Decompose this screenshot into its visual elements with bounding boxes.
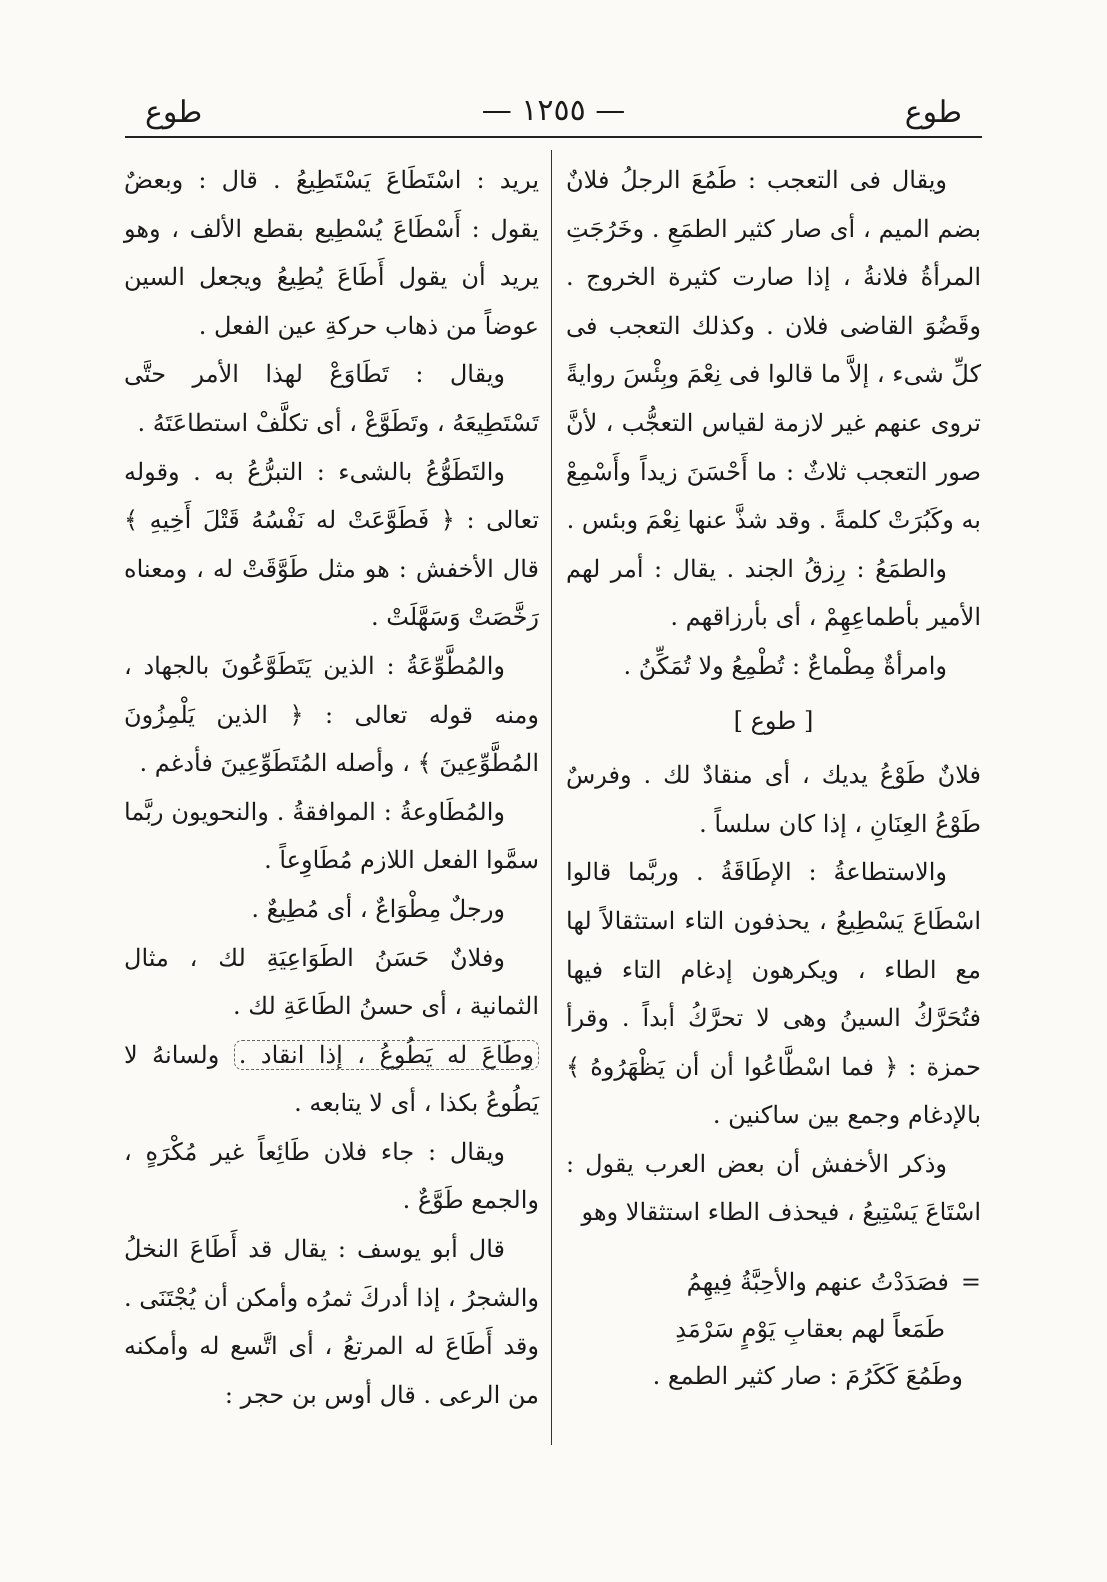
footnote-line: وطَمُعَ كَكَرُمَ : صار كثير الطمع .	[652, 1362, 963, 1391]
right-column	[566, 156, 981, 1400]
paragraph: قال أبو يوسف : يقال قد أَطَاعَ النخلُ والشجرُ ، إذا أدركَ ثمرُه وأمكن أن يُجْتَنَى . وقد أَطَاعَ له المرتعُ ، أى اتَّسع له وأمكنه من الرعى . قال أوس بن حجر :	[124, 1235, 539, 1409]
poem-line	[566, 1259, 981, 1306]
paragraph	[124, 1031, 539, 1128]
paragraph: فلانٌ طَوْعُ يديك ، أى منقادٌ لك . وفرسٌ طَوْعُ العِنَانِ ، إذا كان سلساً .	[566, 761, 981, 838]
paragraph: ورجلٌ مِطْوَاعٌ ، أى مُطِيعٌ .	[251, 894, 505, 923]
page-header	[125, 92, 982, 132]
paragraph: والمُطَّوِّعَةُ : الذين يَتَطَوَّعُونَ بالجهاد ، ومنه قوله تعالى : ﴿ الذين يَلْمِزُونَ المُطَّوِّعِينَ ﴾ ، وأصله المُتَطَوِّعِينَ فأدغم .	[124, 651, 539, 778]
headword-left: طوع	[145, 95, 203, 130]
headword-right: طوع	[904, 95, 962, 130]
paragraph-text: ولسانهُ لا يَطُوعُ بكذا ، أى لا يتابعه .	[124, 1040, 539, 1118]
header-rule	[125, 136, 982, 138]
paragraph: ويقال : تَطَاوَعْ لهذا الأمر حتَّى تَسْتَطِيعَهُ ، وتَطَوَّعْ ، أى تكلَّفْ استطاعَتَهُ .	[124, 360, 539, 437]
paragraph: والمُطَاوعةُ : الموافقةُ . والنحويون ربَّما سمَّوا الفعل اللازم مُطَاوِعاً .	[124, 797, 539, 875]
paragraph: يريد : اسْتَطَاعَ يَسْتَطِيعُ . قال : وبعضٌ يقول : أَسْطَاعَ يُسْطِيع بقطع الألف ، وهو يريد أن يقول أَطَاعَ يُطِيعُ ويجعل السين عوضاً من ذهاب حركةِ عين الفعل .	[124, 166, 539, 340]
paragraph: وفلانٌ حَسَنُ الطَوَاعِيَةِ لك ، مثال الثمانية ، أى حسنُ الطَاعَةِ لك .	[124, 943, 539, 1021]
poem-text: فصَدَدْتُ عنهم والأحِبَّةُ فِيهِمُ	[686, 1268, 949, 1297]
paragraph: والتَطَوُّعُ بالشىء : التبرُّعُ به . وقوله تعالى : ﴿ فَطَوَّعَتْ له نَفْسُهُ قَتْلَ أَخِيهِ ﴾ قال الأخفش : هو مثل طَوَّقَتْ له ، ومعناه رَخَّصَتْ وَسَهَّلَتْ .	[124, 457, 539, 632]
column-divider	[551, 150, 552, 1445]
poem	[566, 1259, 981, 1400]
paragraph: ويقال : جاء فلان طَائِعاً غير مُكْرَهٍ ، والجمع طَوَّعٌ .	[124, 1137, 539, 1215]
paragraph: ويقال فى التعجب : طَمُعَ الرجلُ فلانٌ بضم الميم ، أى صار كثير الطمَعِ . وخَرُجَتِ المرأةُ فلانةُ ، إذا صارت كثيرة الخروج . وقَضُوَ القاضى فلان . وكذلك التعجب فى كلِّ شىء ، إلاَّ ما قالوا فى نِعْمَ وبِئْسَ روايةً تروى عنهم غير لازمة لقياس التعجُّب ، لأنَّ صور التعجب ثلاثٌ : ما أَحْسَنَ زيداً وأَسْمِعْ به وكَبُرَتْ كلمةً . وقد شذَّ عنها نِعْمَ وبئس .	[566, 166, 981, 535]
paragraph: وذكر الأخفش أن بعض العرب يقول : اسْتَاعَ يَسْتِيعُ ، فيحذف الطاء استثقالا وهو	[566, 1149, 981, 1227]
paragraph: والاستطاعةُ : الإطَاقَةُ . وربَّما قالوا اسْطَاعَ يَسْطِيعُ ، يحذفون التاء استثقالاً لها مع الطاء ، ويكرهون إدغام التاء فيها فتُحَرَّكُ السينُ وهى لا تحرَّكُ أبداً . وقرأ حمزة : ﴿ فما اسْطَّاعُوا أن أن يَظْهَرُوهُ ﴾ بالإدغام وجمع بين ساكنين .	[566, 858, 981, 1130]
poem-line: طَمَعاً لهم بعقابِ يَوْمٍ سَرْمَدِ	[675, 1315, 945, 1344]
paragraph: والطمَعُ : رِزقُ الجند . يقال : أمر لهم الأمير بأطماعِهِمْ ، أى بأرزاقهم .	[566, 554, 981, 632]
paragraph: وامرأةٌ مِطْماعٌ : تُطْمِعُ ولا تُمَكِّنُ .	[623, 651, 947, 680]
highlighted-phrase: وطَاعَ له يَطُوعُ ، إذا انقاد .	[234, 1040, 539, 1070]
continuation-marker: =	[960, 1268, 981, 1297]
left-column	[124, 156, 539, 1419]
entry-heading: [ طوع ]	[733, 706, 814, 735]
page-number: — ١٢٥٥ —	[481, 93, 626, 128]
